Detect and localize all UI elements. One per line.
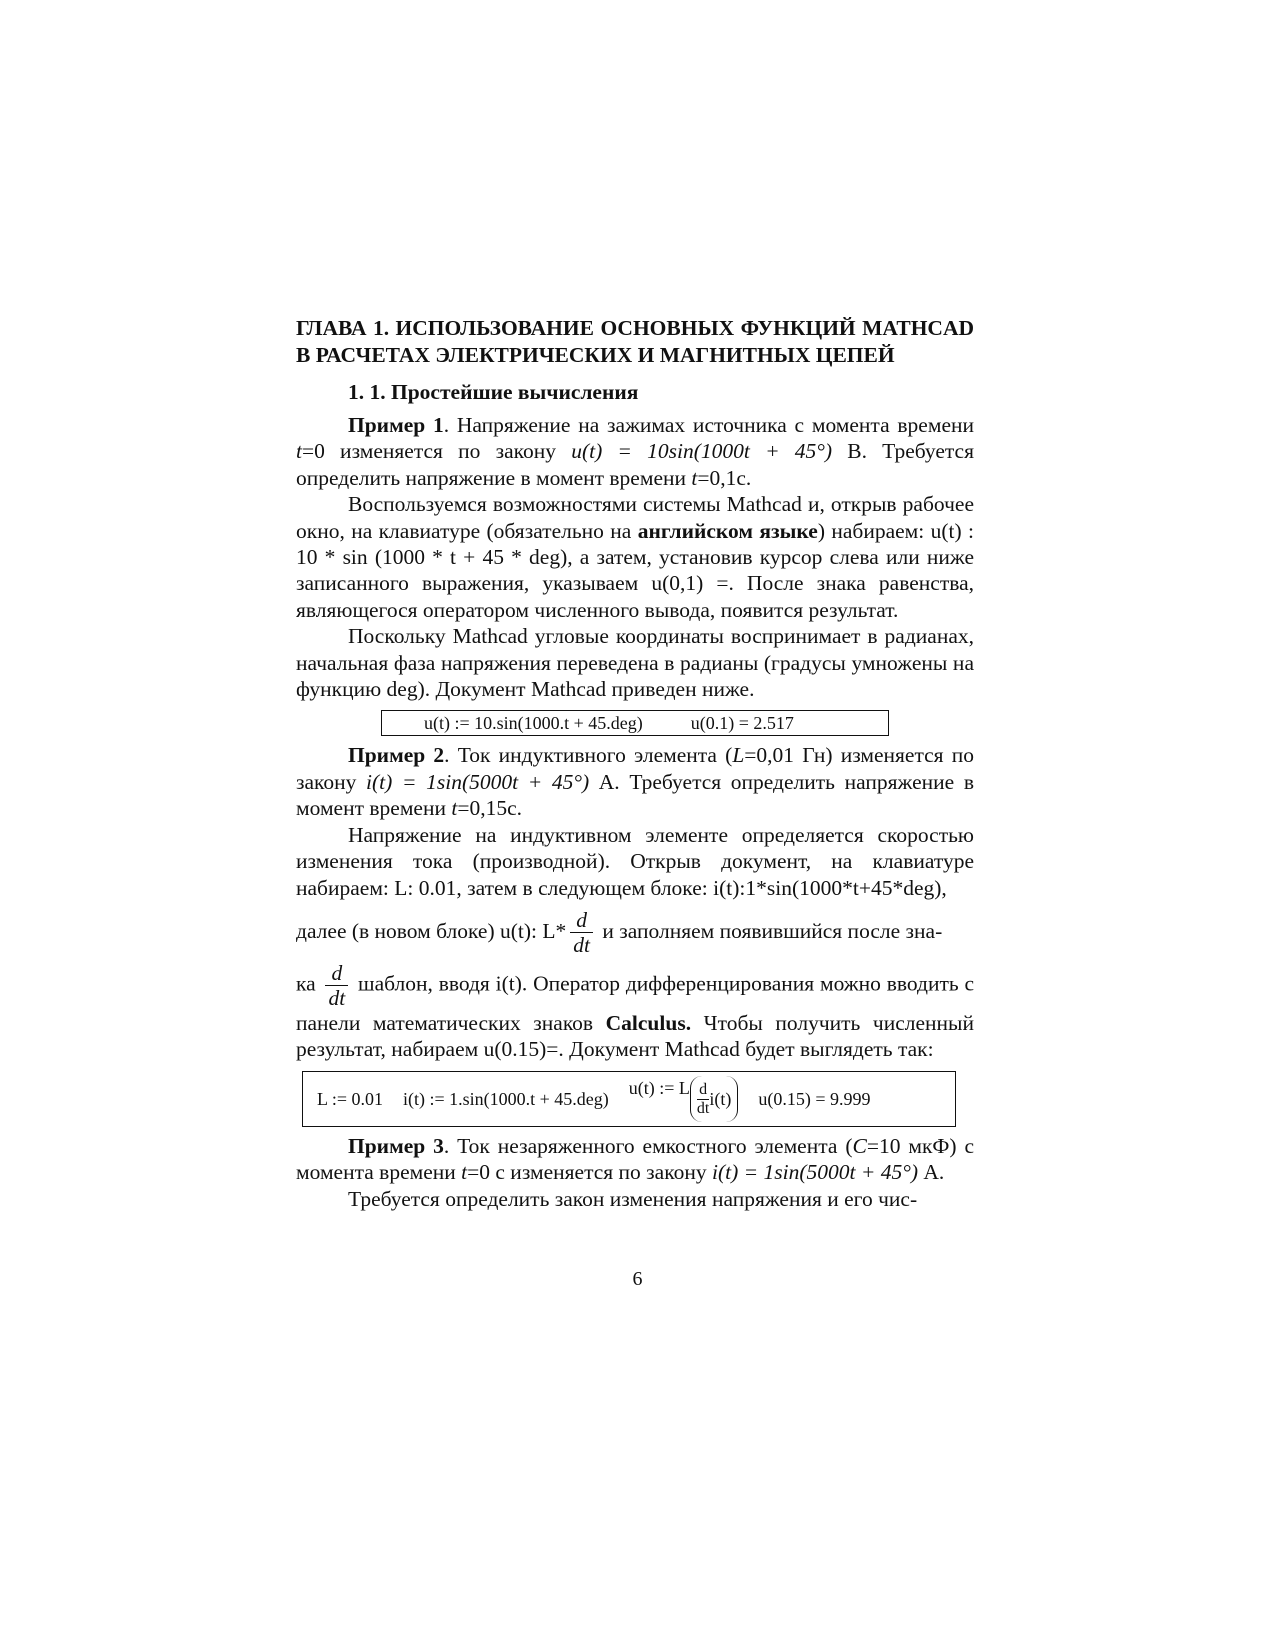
variable-t: t: [461, 1160, 468, 1185]
chapter-title: ГЛАВА 1. ИСПОЛЬЗОВАНИЕ ОСНОВНЫХ ФУНКЦИЙ MATHCAD В РАСЧЕТАХ ЭЛЕКТРИЧЕСКИХ И МАГНИТНЫХ ЦЕПЕЙ: [296, 316, 974, 367]
example-1-label: Пример 1: [348, 413, 444, 437]
derivative-fraction: [697, 1081, 709, 1118]
radians-paragraph: Поскольку Mathcad угловые координаты воспринимает в радианах, начальная фаза напряжения переведена в радианы (градусы умножены на функцию deg). Документ Mathcad приведен ниже.: [296, 624, 974, 702]
mathcad-u-evaluation: u(0.15) = 9.999: [758, 1088, 871, 1109]
derivative-fraction: [570, 908, 593, 957]
variable-t: t: [451, 796, 458, 821]
formula-u: u(t) = 10sin(1000t + 45°): [571, 439, 833, 464]
calculus-label: Calculus.: [605, 1010, 692, 1035]
section-title: 1. 1. Простейшие вычисления: [348, 380, 639, 404]
fraction-denominator: dt: [570, 932, 593, 957]
text-span: А.: [917, 1160, 945, 1185]
mathcad-u-definition: [629, 1075, 739, 1123]
text-span: шаблон, вводя i(t). Оператор дифференцирования можно вводить с панели математических знаков: [296, 971, 974, 1035]
text-span: и заполняем появившийся после зна-: [597, 918, 943, 943]
mathcad-i-definition: i(t) := 1.sin(1000.t + 45.deg): [402, 1088, 609, 1109]
variable-t: t: [296, 439, 302, 464]
derivative-parentheses: [690, 1076, 738, 1122]
text-span: Воспользуемся возможностями системы Mathcad и, открыв рабочее окно, на клавиатуре (обязательно на: [296, 492, 974, 543]
variable-t: t: [691, 465, 698, 490]
text-span: ка: [296, 971, 322, 996]
page-number: 6: [632, 1268, 643, 1290]
example-3-paragraph: [296, 1133, 974, 1186]
fraction-numerator: d: [699, 1080, 708, 1098]
text-span: . Ток незаряженного емкостного элемента (: [443, 1133, 853, 1158]
formula-i: i(t) = 1sin(5000t + 45°): [366, 769, 590, 794]
text-span: Чтобы получить численный результат, набираем u(0.15)=. Документ Mathcad будет выглядеть так:: [296, 1010, 974, 1062]
inductive-voltage-paragraph: Напряжение на индуктивном элементе определяется скоростью изменения тока (производной). Открыв документ, на клавиатуре набираем: L: 0.01, затем в следующем блоке: i(t):1*sin(1000*t+45*deg),: [296, 822, 974, 900]
page-body: [296, 315, 974, 1212]
text-span: =0 с изменяется по закону: [467, 1160, 712, 1185]
text-span: далее (в новом блоке) u(t): L*: [296, 918, 567, 943]
example-2-paragraph: [296, 742, 974, 821]
mathcad-L-definition: L := 0.01: [317, 1088, 383, 1109]
variable-C: C: [852, 1133, 867, 1158]
task-paragraph: Требуется определить закон изменения напряжения и его чис-: [348, 1186, 918, 1211]
derivative-argument: i(t): [709, 1089, 732, 1110]
fraction-denominator: dt: [696, 1099, 710, 1117]
derivative-paragraph-1: [296, 901, 974, 961]
mathcad-block-1: [381, 710, 889, 736]
text-span: =0,1с.: [697, 465, 752, 490]
derivative-paragraph-2: [296, 961, 974, 1063]
fraction-numerator: d: [331, 960, 343, 985]
formula-i: i(t) = 1sin(5000t + 45°): [711, 1160, 918, 1185]
emphasis-english: английском языке: [637, 518, 818, 543]
mathcad-u-evaluation: u(0.1) = 2.517: [690, 713, 794, 734]
text-span: . Напряжение на зажимах источника с момента времени: [443, 413, 974, 437]
text-span: =0 изменяется по закону: [301, 439, 572, 464]
variable-L: L: [732, 743, 745, 768]
example-2-label: Пример 2: [348, 743, 445, 768]
text-span: ) набираем: u(t) : 10 * sin (1000 * t + 45 * deg), а затем, установив курсор слева или ниже записанного выражения, указываем u(0,1) =. После знака равенства, являющегося оператором численного вывода, появится результат.: [296, 518, 975, 622]
mathcad-block-2: [302, 1071, 956, 1127]
mathcad-u-definition: u(t) := 10.sin(1000.t + 45.deg): [424, 713, 643, 734]
text-span: В. Требуется определить напряжение в момент времени: [296, 439, 974, 490]
text-span: =10 мкФ) с момента времени: [296, 1133, 975, 1185]
text-span: А. Требуется определить напряжение в момент времени: [296, 769, 974, 821]
text-span: . Ток индуктивного элемента (: [444, 743, 733, 768]
text-span: =0,01 Гн) изменяется по закону: [296, 743, 975, 794]
fraction-numerator: d: [576, 908, 588, 933]
example-3-label: Пример 3: [348, 1133, 444, 1158]
mathcad-instructions-paragraph: [296, 491, 974, 623]
text-span: u(t) := L: [628, 1077, 690, 1098]
fraction-denominator: dt: [325, 985, 348, 1010]
derivative-fraction: [325, 961, 348, 1010]
example-1-paragraph: [296, 412, 974, 491]
text-span: =0,15с.: [457, 796, 523, 821]
